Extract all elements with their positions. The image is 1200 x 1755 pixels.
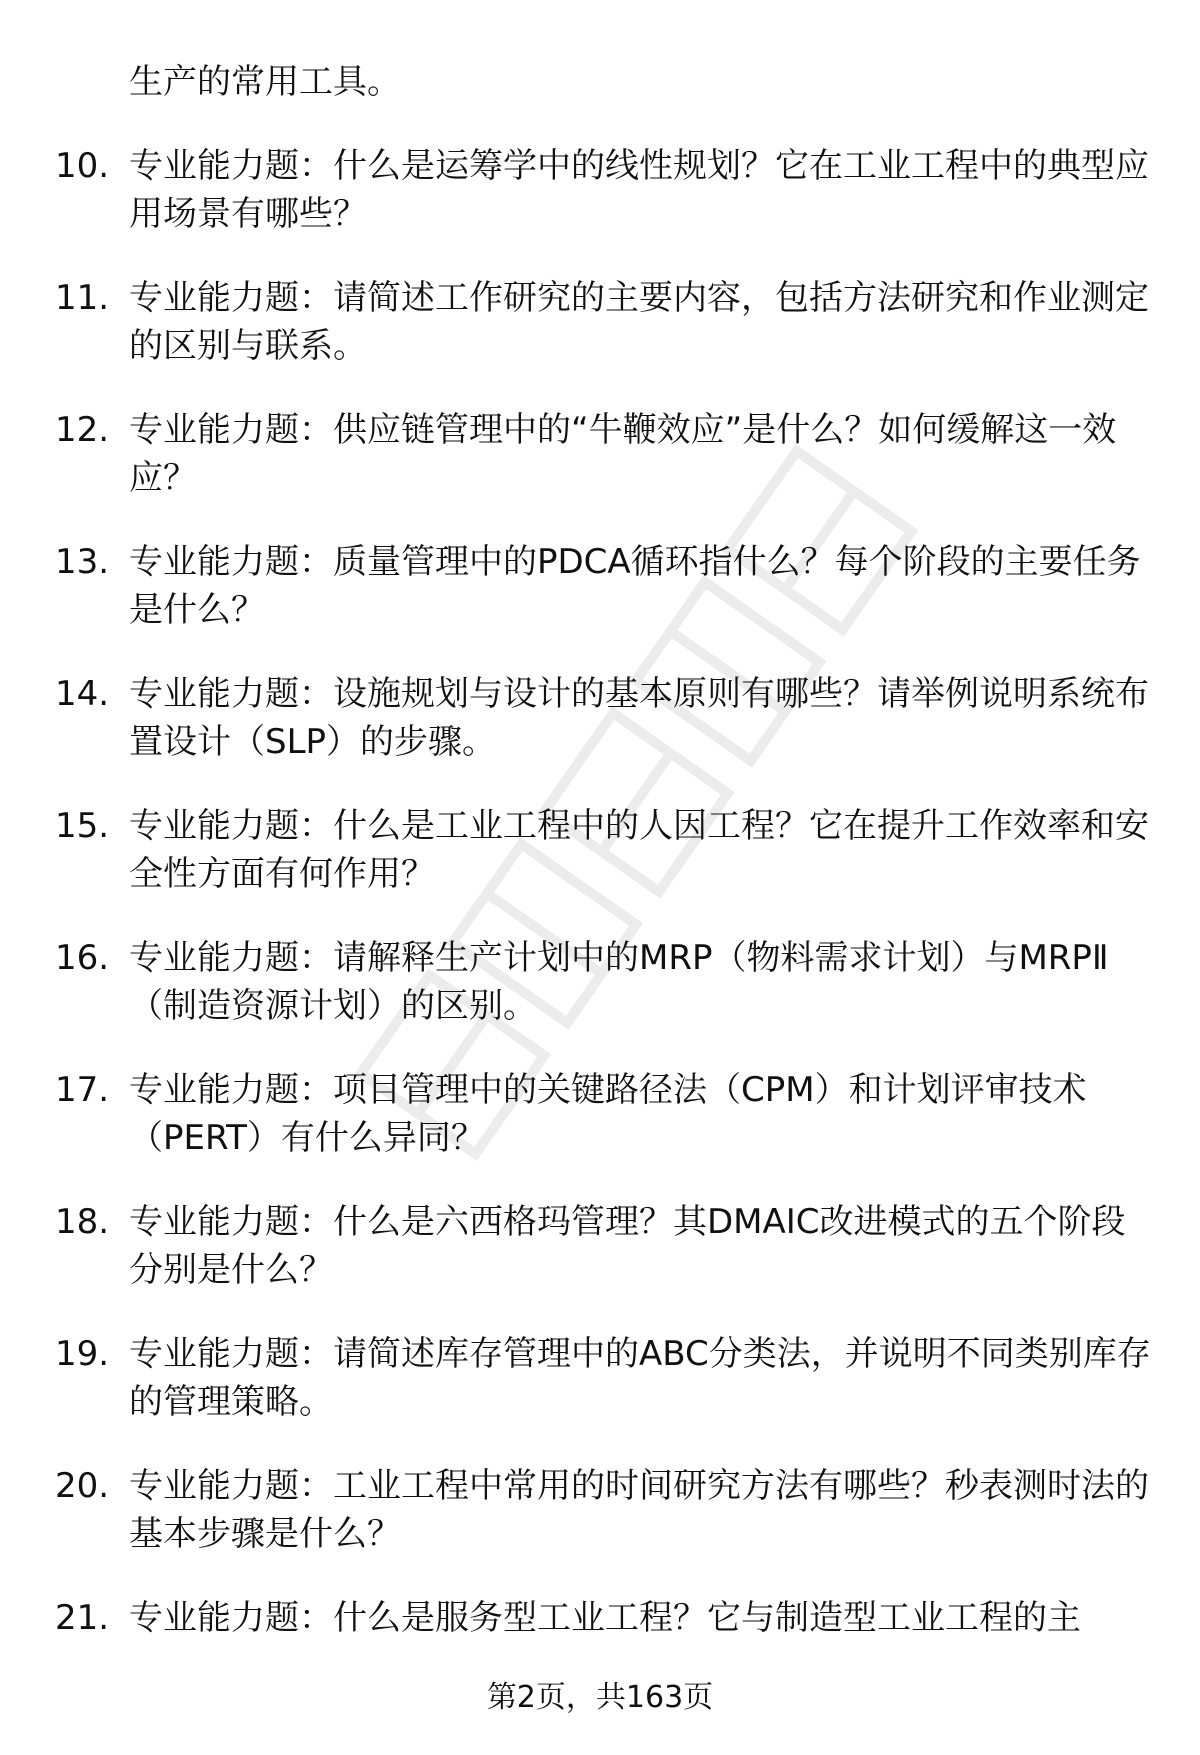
list-item bbox=[55, 670, 1155, 766]
list-item bbox=[55, 538, 1155, 634]
item-text: 专业能力题：请简述库存管理中的ABC分类法，并说明不同类别库存的管理策略。 bbox=[129, 1334, 1151, 1422]
item-text: 专业能力题：项目管理中的关键路径法（CPM）和计划评审技术（PERT）有什么异同？ bbox=[129, 1070, 1087, 1158]
item-text: 专业能力题：什么是工业工程中的人因工程？它在提升工作效率和安全性方面有何作用？ bbox=[129, 806, 1149, 894]
list-item bbox=[55, 1330, 1155, 1426]
item-number: 13. bbox=[55, 542, 110, 582]
item-number: 19. bbox=[55, 1334, 110, 1374]
item-text: 专业能力题：质量管理中的PDCA循环指什么？每个阶段的主要任务是什么？ bbox=[129, 542, 1141, 630]
list-item bbox=[55, 1462, 1155, 1558]
page-number-footer: 第2页，共163页 bbox=[486, 1680, 714, 1715]
list-item bbox=[55, 802, 1155, 898]
question-list bbox=[55, 58, 1155, 1678]
item-number: 17. bbox=[55, 1070, 110, 1110]
list-item bbox=[55, 1594, 1155, 1642]
list-item bbox=[55, 1066, 1155, 1162]
item-text: 专业能力题：什么是服务型工业工程？它与制造型工业工程的主 bbox=[129, 1598, 1081, 1638]
item-text: 专业能力题：请简述工作研究的主要内容，包括方法研究和作业测定的区别与联系。 bbox=[129, 278, 1149, 366]
list-item bbox=[55, 142, 1155, 238]
item-text: 专业能力题：什么是运筹学中的线性规划？它在工业工程中的典型应用场景有哪些？ bbox=[129, 146, 1149, 234]
item-number: 21. bbox=[55, 1598, 110, 1638]
item-number: 10. bbox=[55, 146, 110, 186]
continuation-text: 生产的常用工具。 bbox=[129, 62, 401, 102]
item-text: 专业能力题：设施规划与设计的基本原则有哪些？请举例说明系统布置设计（SLP）的步骤。 bbox=[129, 674, 1149, 762]
list-item bbox=[55, 1198, 1155, 1294]
item-text: 专业能力题：工业工程中常用的时间研究方法有哪些？秒表测时法的基本步骤是什么？ bbox=[129, 1466, 1149, 1554]
item-number: 20. bbox=[55, 1466, 110, 1506]
item-text: 专业能力题：供应链管理中的“牛鞭效应”是什么？如何缓解这一效应？ bbox=[129, 410, 1117, 498]
item-number: 16. bbox=[55, 938, 110, 978]
item-text: 专业能力题：请解释生产计划中的MRP（物料需求计划）与MRPⅡ（制造资源计划）的区别。 bbox=[129, 938, 1109, 1026]
item-number: 12. bbox=[55, 410, 110, 450]
list-item bbox=[55, 274, 1155, 370]
item-number: 11. bbox=[55, 278, 110, 318]
item-text: 专业能力题：什么是六西格玛管理？其DMAIC改进模式的五个阶段分别是什么？ bbox=[129, 1202, 1126, 1290]
list-item bbox=[55, 406, 1155, 502]
item-number: 18. bbox=[55, 1202, 110, 1242]
list-item bbox=[55, 934, 1155, 1030]
item-number: 14. bbox=[55, 674, 110, 714]
item-number: 15. bbox=[55, 806, 110, 846]
